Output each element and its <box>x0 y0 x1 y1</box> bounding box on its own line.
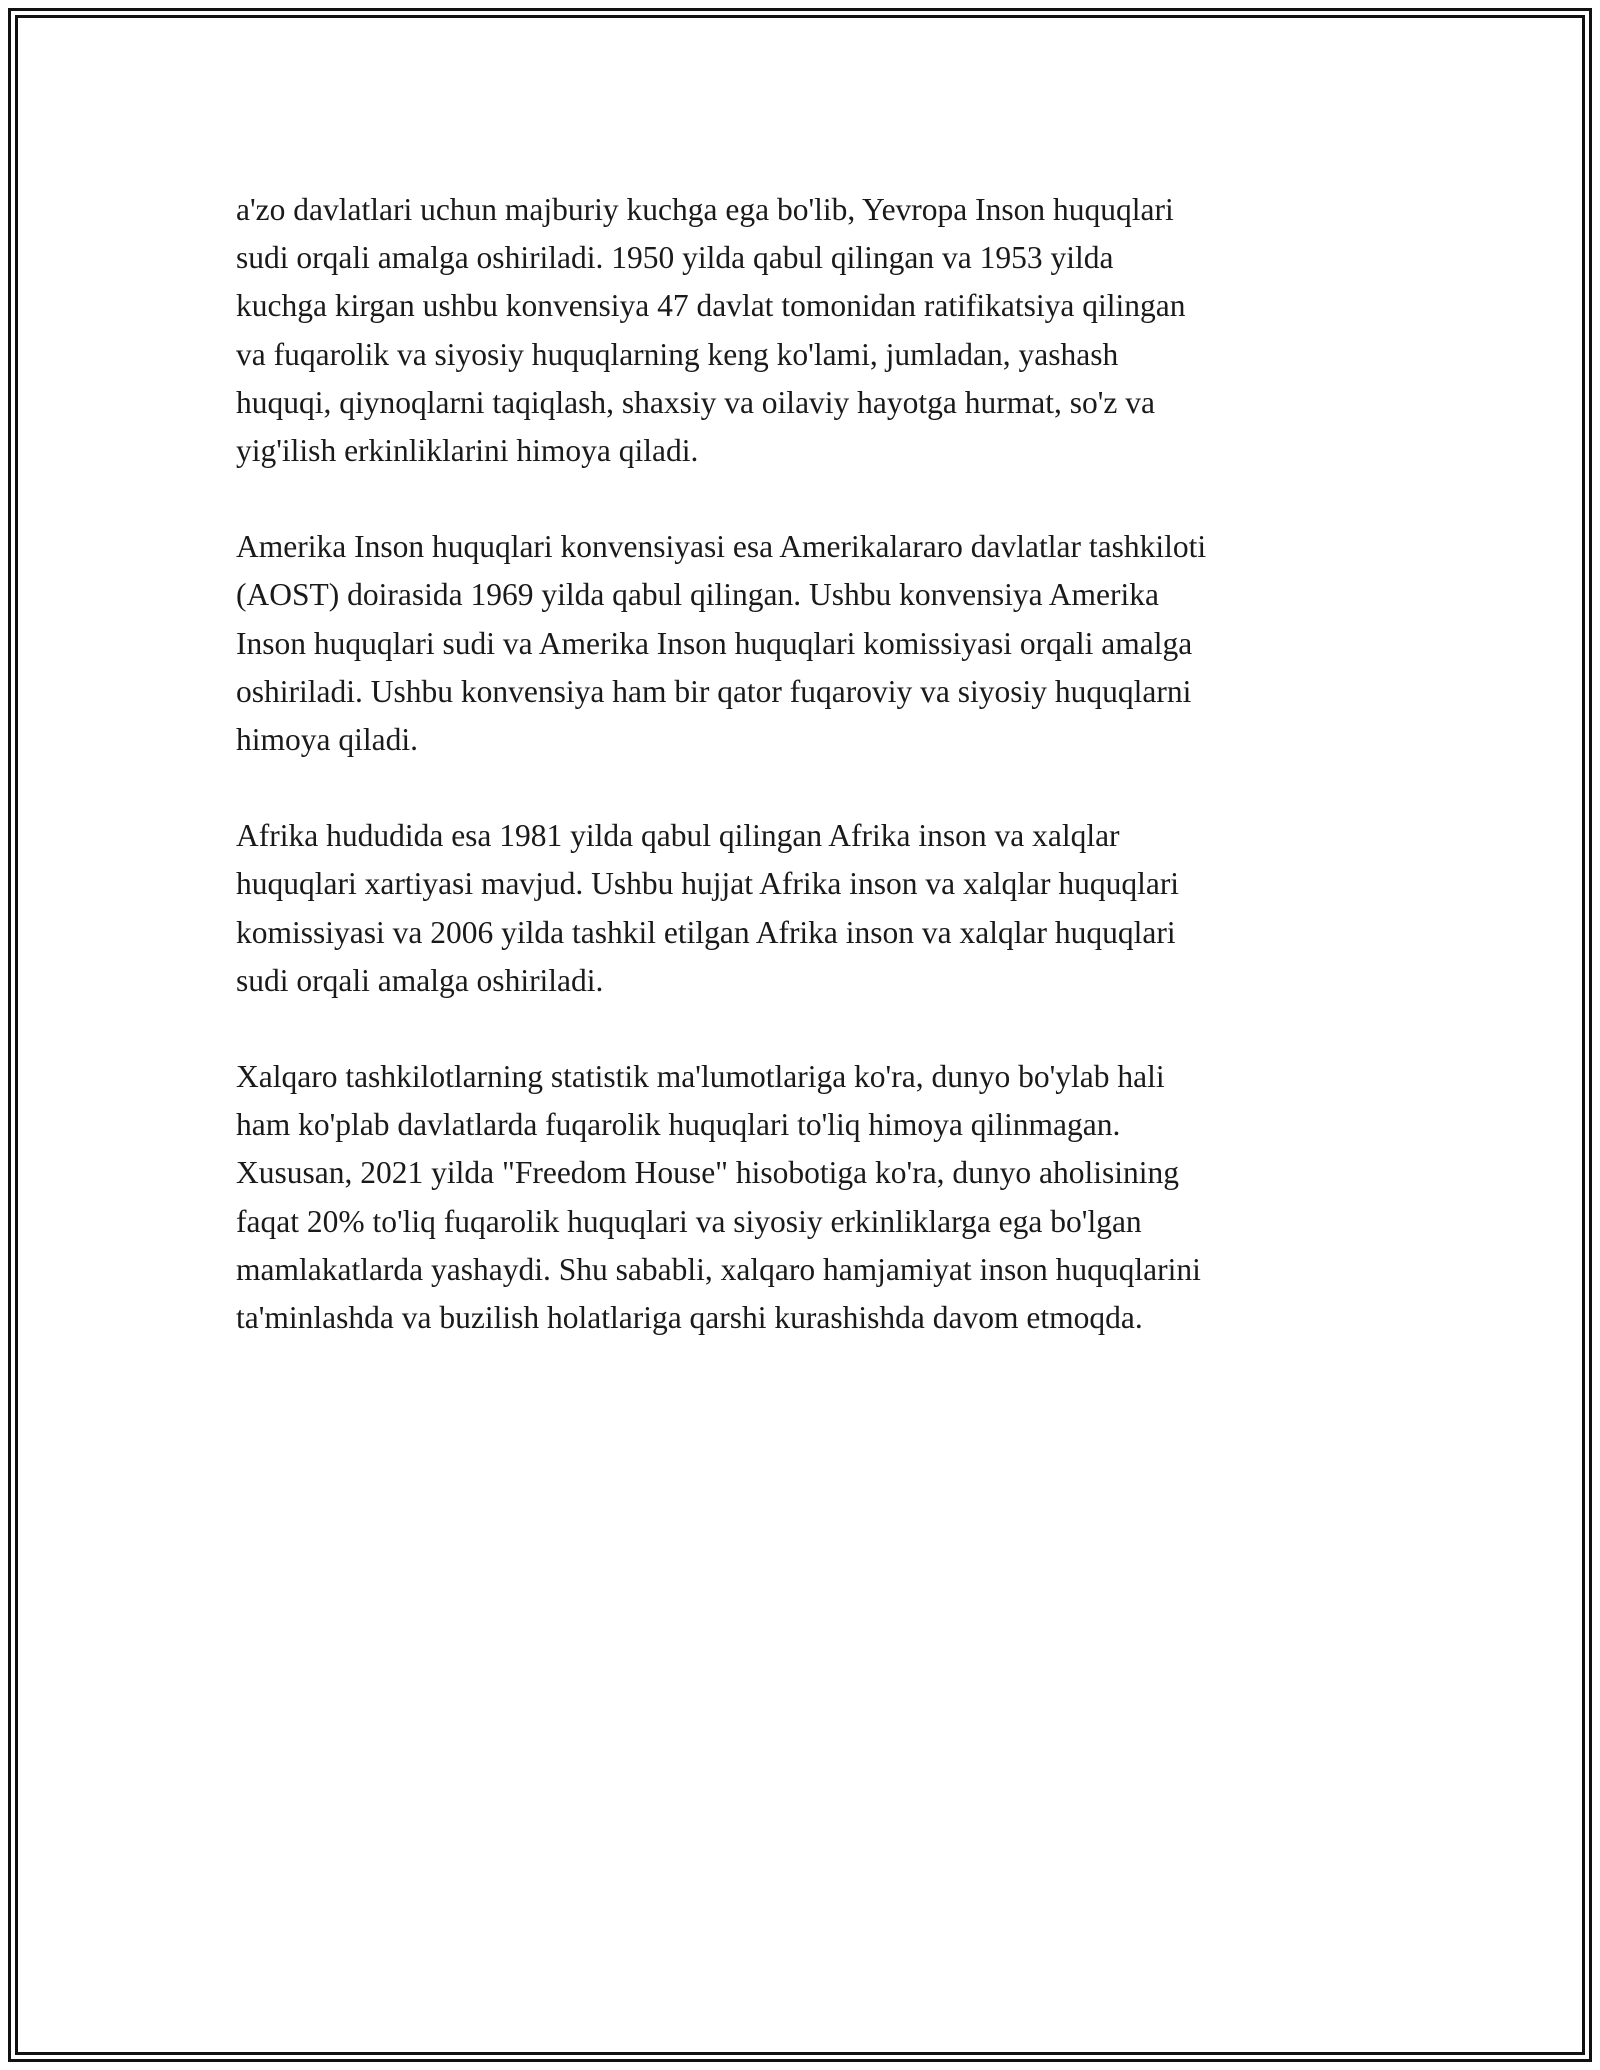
paragraph-african-charter: Afrika hududida esa 1981 yilda qabul qilingan Afrika inson va xalqlar huquqlari xartiyasi mavjud. Ushbu hujjat Afrika inson va xalqlar huquqlari komissiyasi va 2006 yilda tashkil etilgan Afrika inson va xalqlar huquqlari sudi orqali amalga oshiriladi. <box>236 818 1180 998</box>
document-body <box>236 186 1376 1390</box>
paragraph-european-convention: a'zo davlatlari uchun majburiy kuchga ega bo'lib, Yevropa Inson huquqlari sudi orqali amalga oshiriladi. 1950 yilda qabul qilingan va 1953 yilda kuchga kirgan ushbu konvensiya 47 davlat tomonidan ratifikatsiya qilingan va fuqarolik va siyosiy huquqlarning keng ko'lami, jumladan, yashash huquqi, qiynoqlarni taqiqlash, shaxsiy va oilaviy hayotga hurmat, so'z va yig'ilish erkinliklarini himoya qiladi. <box>236 192 1186 469</box>
paragraph-american-convention: Amerika Inson huquqlari konvensiyasi esa Amerikalararo davlatlar tashkiloti (AOST) doirasida 1969 yilda qabul qilingan. Ushbu konvensiya Amerika Inson huquqlari sudi va Amerika Inson huquqlari komissiyasi orqali amalga oshiriladi. Ushbu konvensiya ham bir qator fuqaroviy va siyosiy huquqlarni himoya qiladi. <box>236 529 1207 758</box>
paragraph-statistics: Xalqaro tashkilotlarning statistik ma'lumotlariga ko'ra, dunyo bo'ylab hali ham ko'plab davlatlarda fuqarolik huquqlari to'liq himoya qilinmagan. Xususan, 2021 yilda "Freedom House" hisobotiga ko'ra, dunyo aholisining faqat 20% to'liq fuqarolik huquqlari va siyosiy erkinliklarga ega bo'lgan mamlakatlarda yashaydi. Shu sababli, xalqaro hamjamiyat inson huquqlarini ta'minlashda va buzilish holatlariga qarshi kurashishda davom etmoqda. <box>236 1059 1201 1336</box>
